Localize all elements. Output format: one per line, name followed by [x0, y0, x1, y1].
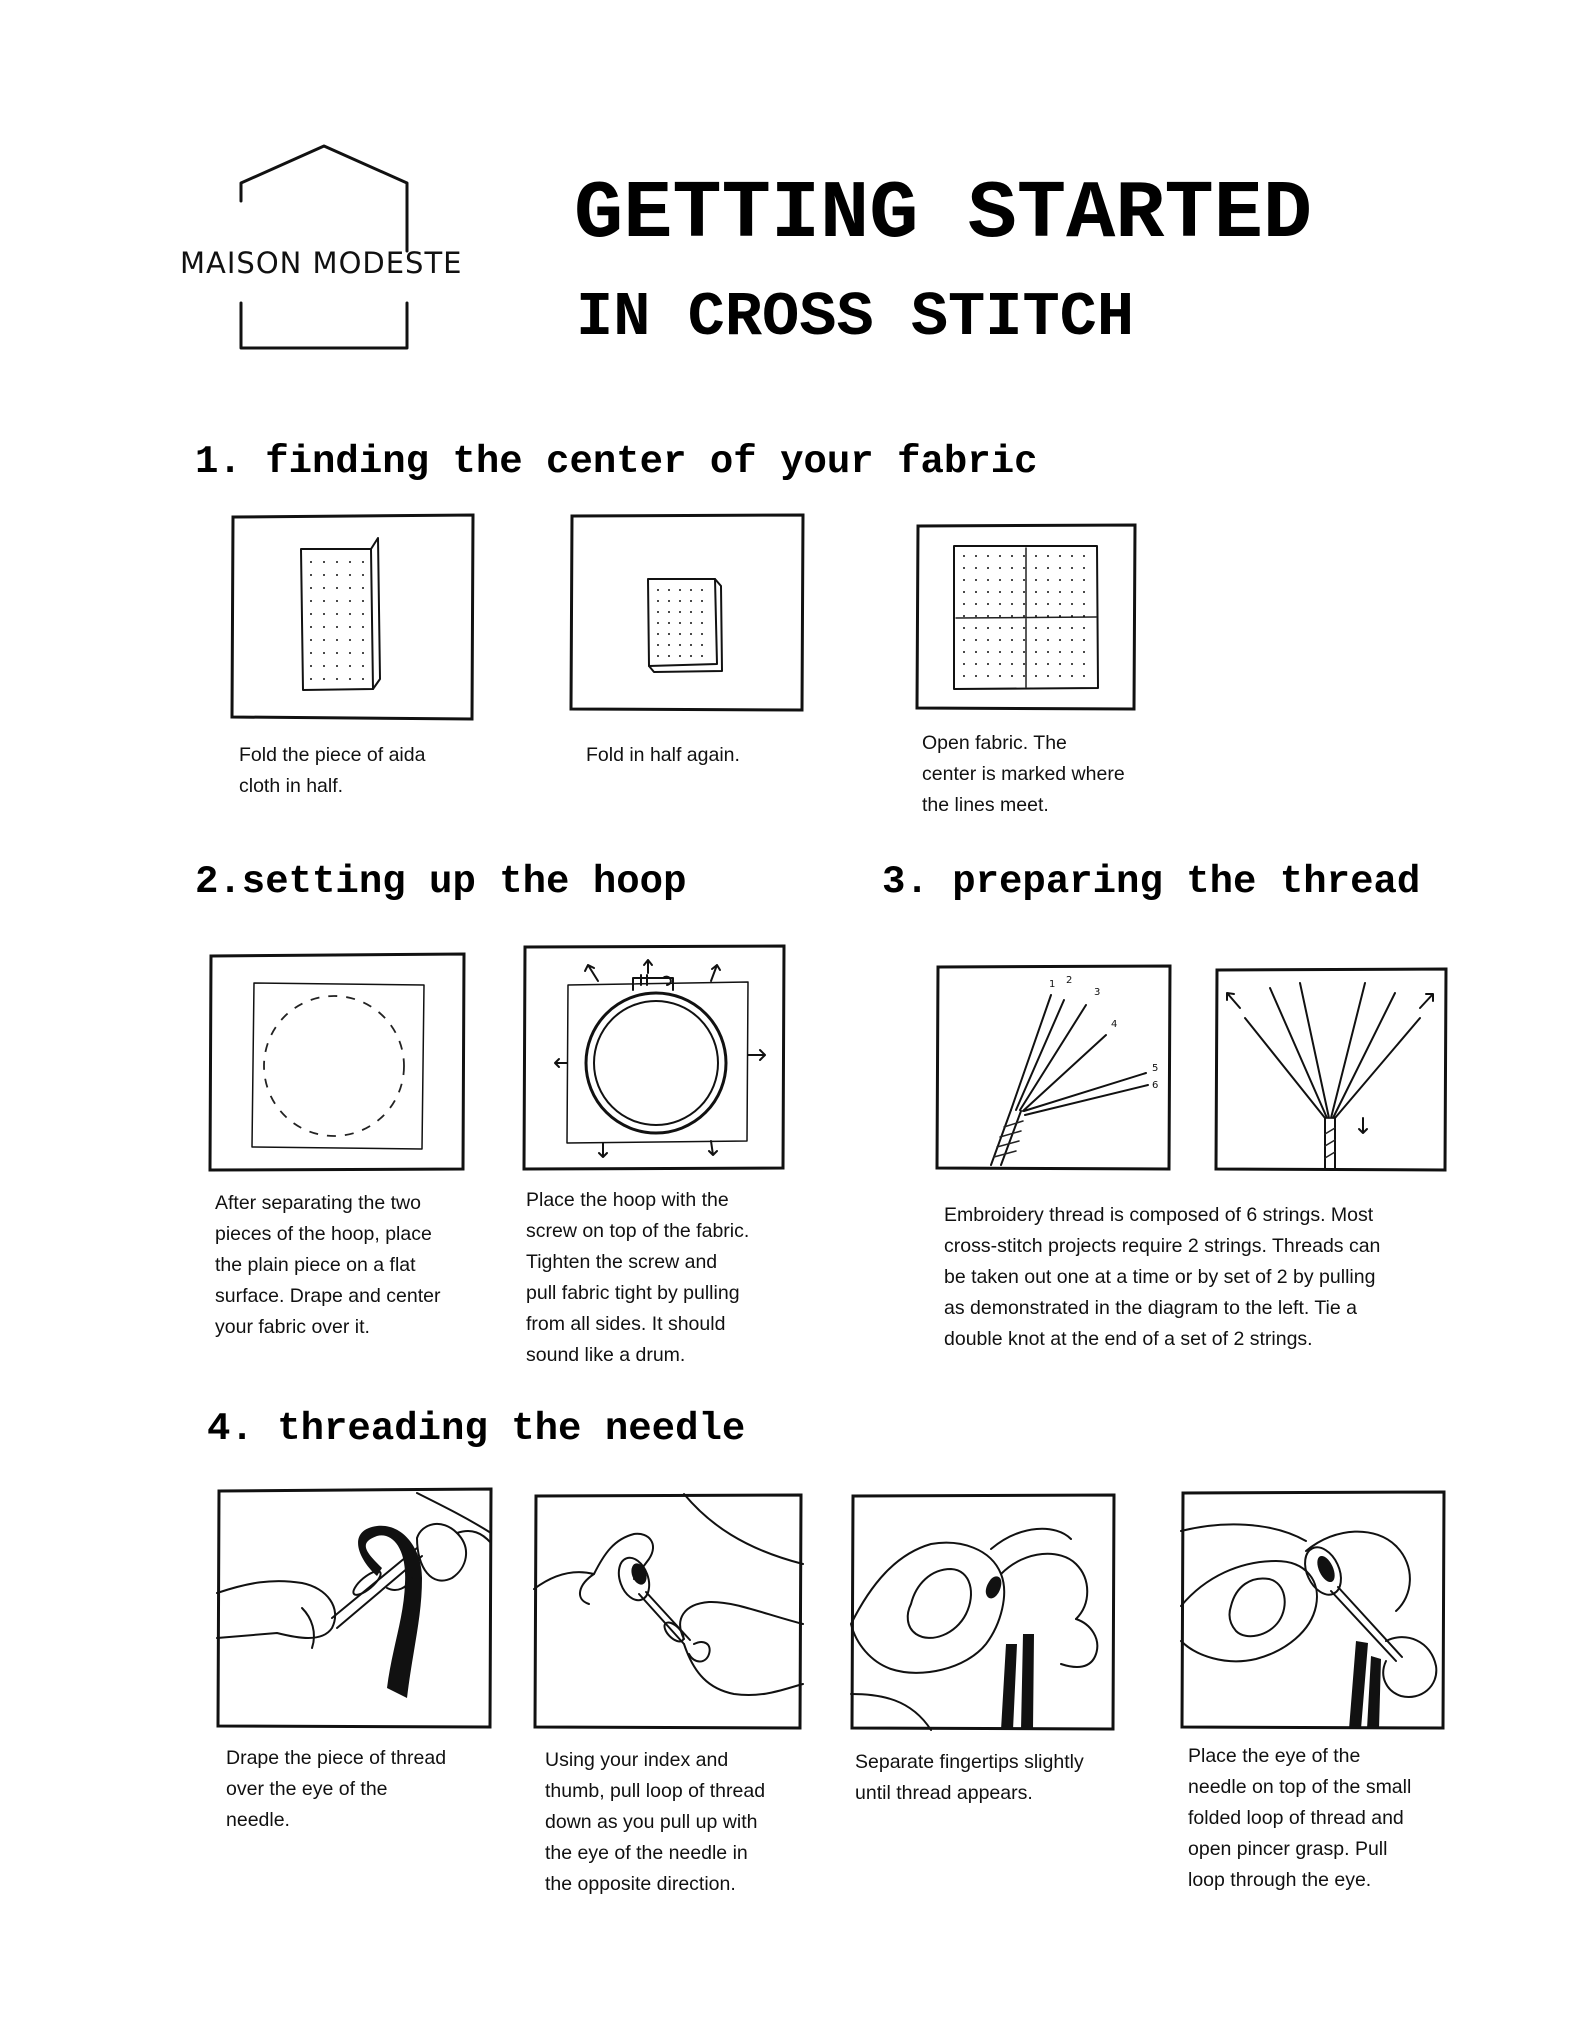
aida-dot [1059, 567, 1061, 569]
aida-dot [1059, 639, 1061, 641]
aida-dot [999, 567, 1001, 569]
aida-dot [679, 589, 681, 591]
aida-dot [1083, 675, 1085, 677]
aida-dot [1023, 555, 1025, 557]
aida-dot [323, 574, 325, 576]
aida-dot [310, 652, 312, 654]
aida-dot [999, 651, 1001, 653]
aida-dot [336, 561, 338, 563]
aida-dot [963, 603, 965, 605]
aida-dot [1059, 675, 1061, 677]
aida-dot [1011, 567, 1013, 569]
aida-dot [1023, 663, 1025, 665]
aida-dot [1011, 627, 1013, 629]
aida-dot [987, 591, 989, 593]
aida-dot [679, 644, 681, 646]
aida-dot [690, 633, 692, 635]
aida-dot [701, 611, 703, 613]
aida-dot [690, 611, 692, 613]
aida-dot [679, 600, 681, 602]
aida-dot [1011, 615, 1013, 617]
aida-dot [999, 639, 1001, 641]
aida-dot [1011, 651, 1013, 653]
aida-dot [999, 603, 1001, 605]
aida-dot [362, 639, 364, 641]
aida-dot [1083, 591, 1085, 593]
aida-dot [668, 633, 670, 635]
aida-dot [310, 639, 312, 641]
aida-dot [963, 579, 965, 581]
strand-number-4: 4 [1111, 1019, 1118, 1030]
aida-dot [1035, 639, 1037, 641]
aida-dot [975, 663, 977, 665]
aida-dot [362, 678, 364, 680]
aida-dot [1071, 675, 1073, 677]
aida-dot [657, 622, 659, 624]
aida-dot [323, 678, 325, 680]
aida-dot [1059, 555, 1061, 557]
aida-dot [999, 591, 1001, 593]
section-1-heading: 1. finding the center of your fabric [195, 440, 1038, 484]
aida-dot [1035, 603, 1037, 605]
aida-dot [1071, 555, 1073, 557]
aida-dot [657, 633, 659, 635]
aida-dot [987, 675, 989, 677]
aida-dot [1059, 663, 1061, 665]
aida-dot [1011, 663, 1013, 665]
aida-dot [987, 579, 989, 581]
aida-dot [362, 574, 364, 576]
caption-hoop-mounted: Place the hoop with the screw on top of the fabric. Tighten the screw and pull fabric tight by pulling from all sides. It should sound like a drum. [526, 1189, 750, 1366]
aida-dot [657, 644, 659, 646]
aida-dot [349, 626, 351, 628]
aida-dot [1047, 591, 1049, 593]
caption-pull-loop: Using your index and thumb, pull loop of thread down as you pull up with the eye of the needle in the opposite direction. [545, 1749, 766, 1895]
aida-dot [1035, 651, 1037, 653]
aida-dot [362, 613, 364, 615]
aida-dot [1071, 663, 1073, 665]
aida-dot [310, 574, 312, 576]
pull-through-eye-illustration [1181, 1491, 1446, 1729]
aida-dot [349, 587, 351, 589]
aida-dot [999, 555, 1001, 557]
aida-dot [1059, 615, 1061, 617]
strand-number-2: 2 [1066, 975, 1073, 986]
aida-dot [336, 678, 338, 680]
aida-dot [1047, 639, 1049, 641]
aida-dot [1035, 555, 1037, 557]
aida-dot [1035, 591, 1037, 593]
aida-dot [701, 622, 703, 624]
aida-dot [701, 644, 703, 646]
aida-dot [690, 600, 692, 602]
aida-dot [336, 613, 338, 615]
aida-dot [668, 600, 670, 602]
aida-dot [987, 651, 989, 653]
aida-dot [1059, 603, 1061, 605]
aida-dot [975, 567, 977, 569]
aida-dot [1011, 579, 1013, 581]
caption-open-fabric: Open fabric. The center is marked where the lines meet. [922, 732, 1125, 816]
aida-dot [963, 627, 965, 629]
aida-dot [349, 600, 351, 602]
aida-dot [1011, 591, 1013, 593]
aida-dot [668, 611, 670, 613]
aida-dot [1035, 579, 1037, 581]
aida-dot [987, 639, 989, 641]
page-title: GETTING STARTED [574, 168, 1313, 261]
aida-dot [975, 615, 977, 617]
aida-dot [349, 652, 351, 654]
aida-dot [1083, 639, 1085, 641]
aida-dot [362, 587, 364, 589]
aida-dot [963, 591, 965, 593]
aida-dot [701, 655, 703, 657]
aida-dot [987, 603, 989, 605]
aida-dot [1083, 615, 1085, 617]
aida-dot [1083, 555, 1085, 557]
aida-dot [323, 639, 325, 641]
aida-dot [690, 644, 692, 646]
aida-dot [1047, 663, 1049, 665]
aida-dot [349, 613, 351, 615]
aida-dot [668, 655, 670, 657]
aida-dot [657, 611, 659, 613]
aida-dot [336, 639, 338, 641]
aida-dot [1035, 663, 1037, 665]
aida-dot [1047, 615, 1049, 617]
aida-dot [668, 622, 670, 624]
aida-dot [1011, 675, 1013, 677]
aida-dot [975, 603, 977, 605]
aida-dot [999, 579, 1001, 581]
aida-dot [975, 651, 977, 653]
aida-dot [987, 663, 989, 665]
aida-dot [1071, 651, 1073, 653]
aida-dot [987, 627, 989, 629]
separating-strands-illustration [936, 965, 1172, 1170]
aida-dot [310, 678, 312, 680]
aida-dot [963, 663, 965, 665]
aida-dot [362, 665, 364, 667]
pull-loop-illustration [534, 1494, 803, 1729]
aida-dot [1035, 675, 1037, 677]
aida-dot [1035, 627, 1037, 629]
section-4-heading: 4. threading the needle [207, 1407, 746, 1451]
aida-dot [349, 574, 351, 576]
aida-dot [1071, 591, 1073, 593]
aida-dot [975, 591, 977, 593]
aida-dot [679, 611, 681, 613]
aida-dot [679, 633, 681, 635]
aida-dot [679, 622, 681, 624]
aida-dot [310, 665, 312, 667]
aida-dot [1023, 651, 1025, 653]
page-subtitle: IN CROSS STITCH [576, 282, 1135, 353]
aida-dot [987, 567, 989, 569]
aida-dot [1059, 627, 1061, 629]
aida-dot [975, 639, 977, 641]
aida-dot [1023, 591, 1025, 593]
aida-dot [1083, 651, 1085, 653]
aida-dot [657, 589, 659, 591]
strand-number-5: 5 [1152, 1063, 1159, 1074]
aida-dot [1035, 567, 1037, 569]
aida-dot [1047, 627, 1049, 629]
aida-dot [323, 600, 325, 602]
aida-dot [1047, 651, 1049, 653]
aida-dot [1083, 603, 1085, 605]
aida-dot [975, 579, 977, 581]
hoop-base-illustration [209, 953, 466, 1171]
aida-dot [323, 626, 325, 628]
aida-dot [1023, 603, 1025, 605]
aida-dot [1059, 579, 1061, 581]
aida-dot [336, 665, 338, 667]
fold-half-illustration [231, 514, 476, 720]
aida-dot [1083, 663, 1085, 665]
aida-dot [987, 615, 989, 617]
aida-dot [323, 587, 325, 589]
aida-dot [323, 561, 325, 563]
aida-dot [999, 627, 1001, 629]
aida-dot [1023, 615, 1025, 617]
caption-pull-through-eye: Place the eye of the needle on top of the small folded loop of thread and open pincer grasp. Pull loop through the eye. [1188, 1745, 1412, 1891]
aida-dot [310, 613, 312, 615]
aida-dot [701, 589, 703, 591]
aida-dot [690, 655, 692, 657]
aida-dot [1035, 615, 1037, 617]
aida-dot [349, 561, 351, 563]
strand-number-6: 6 [1152, 1080, 1159, 1091]
strand-number-1: 1 [1049, 979, 1056, 990]
open-fabric-illustration [916, 524, 1137, 710]
aida-dot [1059, 651, 1061, 653]
aida-dot [1023, 639, 1025, 641]
caption-fold-again: Fold in half again. [586, 744, 740, 766]
section-3-heading: 3. preparing the thread [882, 860, 1421, 904]
aida-dot [975, 675, 977, 677]
aida-dot [336, 600, 338, 602]
aida-dot [987, 555, 989, 557]
caption-thread-prep: Embroidery thread is composed of 6 strings. Most cross-stitch projects require 2 strings. Threads can be taken out one at a time or by set of 2 by pulling as demonstrated in the diagram to the left. Tie a double knot at the end of a set of 2 strings. [944, 1204, 1381, 1350]
aida-dot [963, 639, 965, 641]
logo-text: MAISON MODESTE [180, 246, 463, 280]
aida-dot [1083, 627, 1085, 629]
aida-dot [349, 665, 351, 667]
drape-thread-illustration [217, 1488, 493, 1728]
aida-dot [679, 655, 681, 657]
aida-dot [1071, 639, 1073, 641]
aida-dot [323, 665, 325, 667]
aida-dot [362, 626, 364, 628]
aida-dot [362, 600, 364, 602]
strand-number-3: 3 [1094, 987, 1101, 998]
aida-dot [1071, 615, 1073, 617]
aida-dot [362, 652, 364, 654]
aida-dot [336, 587, 338, 589]
aida-dot [1047, 567, 1049, 569]
aida-dot [323, 652, 325, 654]
fold-quarter-illustration [570, 514, 805, 711]
aida-dot [1047, 579, 1049, 581]
section-2-heading: 2.setting up the hoop [195, 860, 687, 904]
aida-dot [1083, 567, 1085, 569]
aida-dot [1023, 579, 1025, 581]
aida-dot [1011, 639, 1013, 641]
aida-dot [1023, 675, 1025, 677]
aida-dot [1047, 603, 1049, 605]
pulling-strands-illustration [1215, 968, 1448, 1171]
aida-dot [657, 600, 659, 602]
aida-dot [1023, 567, 1025, 569]
hoop-mounted-illustration [523, 945, 786, 1170]
aida-dot [362, 561, 364, 563]
aida-dot [701, 633, 703, 635]
aida-dot [310, 561, 312, 563]
separate-fingertips-illustration [851, 1494, 1116, 1730]
aida-dot [1071, 627, 1073, 629]
aida-dot [963, 675, 965, 677]
aida-dot [1047, 555, 1049, 557]
aida-dot [668, 589, 670, 591]
aida-dot [336, 626, 338, 628]
aida-dot [690, 622, 692, 624]
aida-dot [1071, 603, 1073, 605]
aida-dot [999, 615, 1001, 617]
aida-dot [1071, 579, 1073, 581]
aida-dot [1059, 591, 1061, 593]
aida-dot [975, 555, 977, 557]
aida-dot [963, 615, 965, 617]
aida-dot [657, 655, 659, 657]
aida-dot [963, 555, 965, 557]
aida-dot [349, 639, 351, 641]
aida-dot [963, 567, 965, 569]
aida-dot [690, 589, 692, 591]
caption-drape-thread: Drape the piece of thread over the eye of the needle. [226, 1747, 447, 1831]
aida-dot [999, 663, 1001, 665]
aida-dot [1047, 675, 1049, 677]
caption-hoop-base: After separating the two pieces of the hoop, place the plain piece on a flat surface. Drape and center your fabric over it. [215, 1192, 441, 1338]
aida-dot [336, 652, 338, 654]
aida-dot [1011, 603, 1013, 605]
aida-dot [336, 574, 338, 576]
aida-dot [999, 675, 1001, 677]
aida-dot [310, 600, 312, 602]
aida-dot [701, 600, 703, 602]
aida-dot [975, 627, 977, 629]
caption-fold-half: Fold the piece of aida cloth in half. [239, 744, 426, 797]
aida-dot [1011, 555, 1013, 557]
aida-dot [323, 613, 325, 615]
aida-dot [349, 678, 351, 680]
aida-dot [668, 644, 670, 646]
aida-dot [310, 626, 312, 628]
caption-separate-fingertips: Separate fingertips slightly until thread appears. [855, 1751, 1084, 1804]
aida-dot [963, 651, 965, 653]
aida-dot [1083, 579, 1085, 581]
aida-dot [1023, 627, 1025, 629]
aida-dot [1071, 567, 1073, 569]
aida-dot [310, 587, 312, 589]
